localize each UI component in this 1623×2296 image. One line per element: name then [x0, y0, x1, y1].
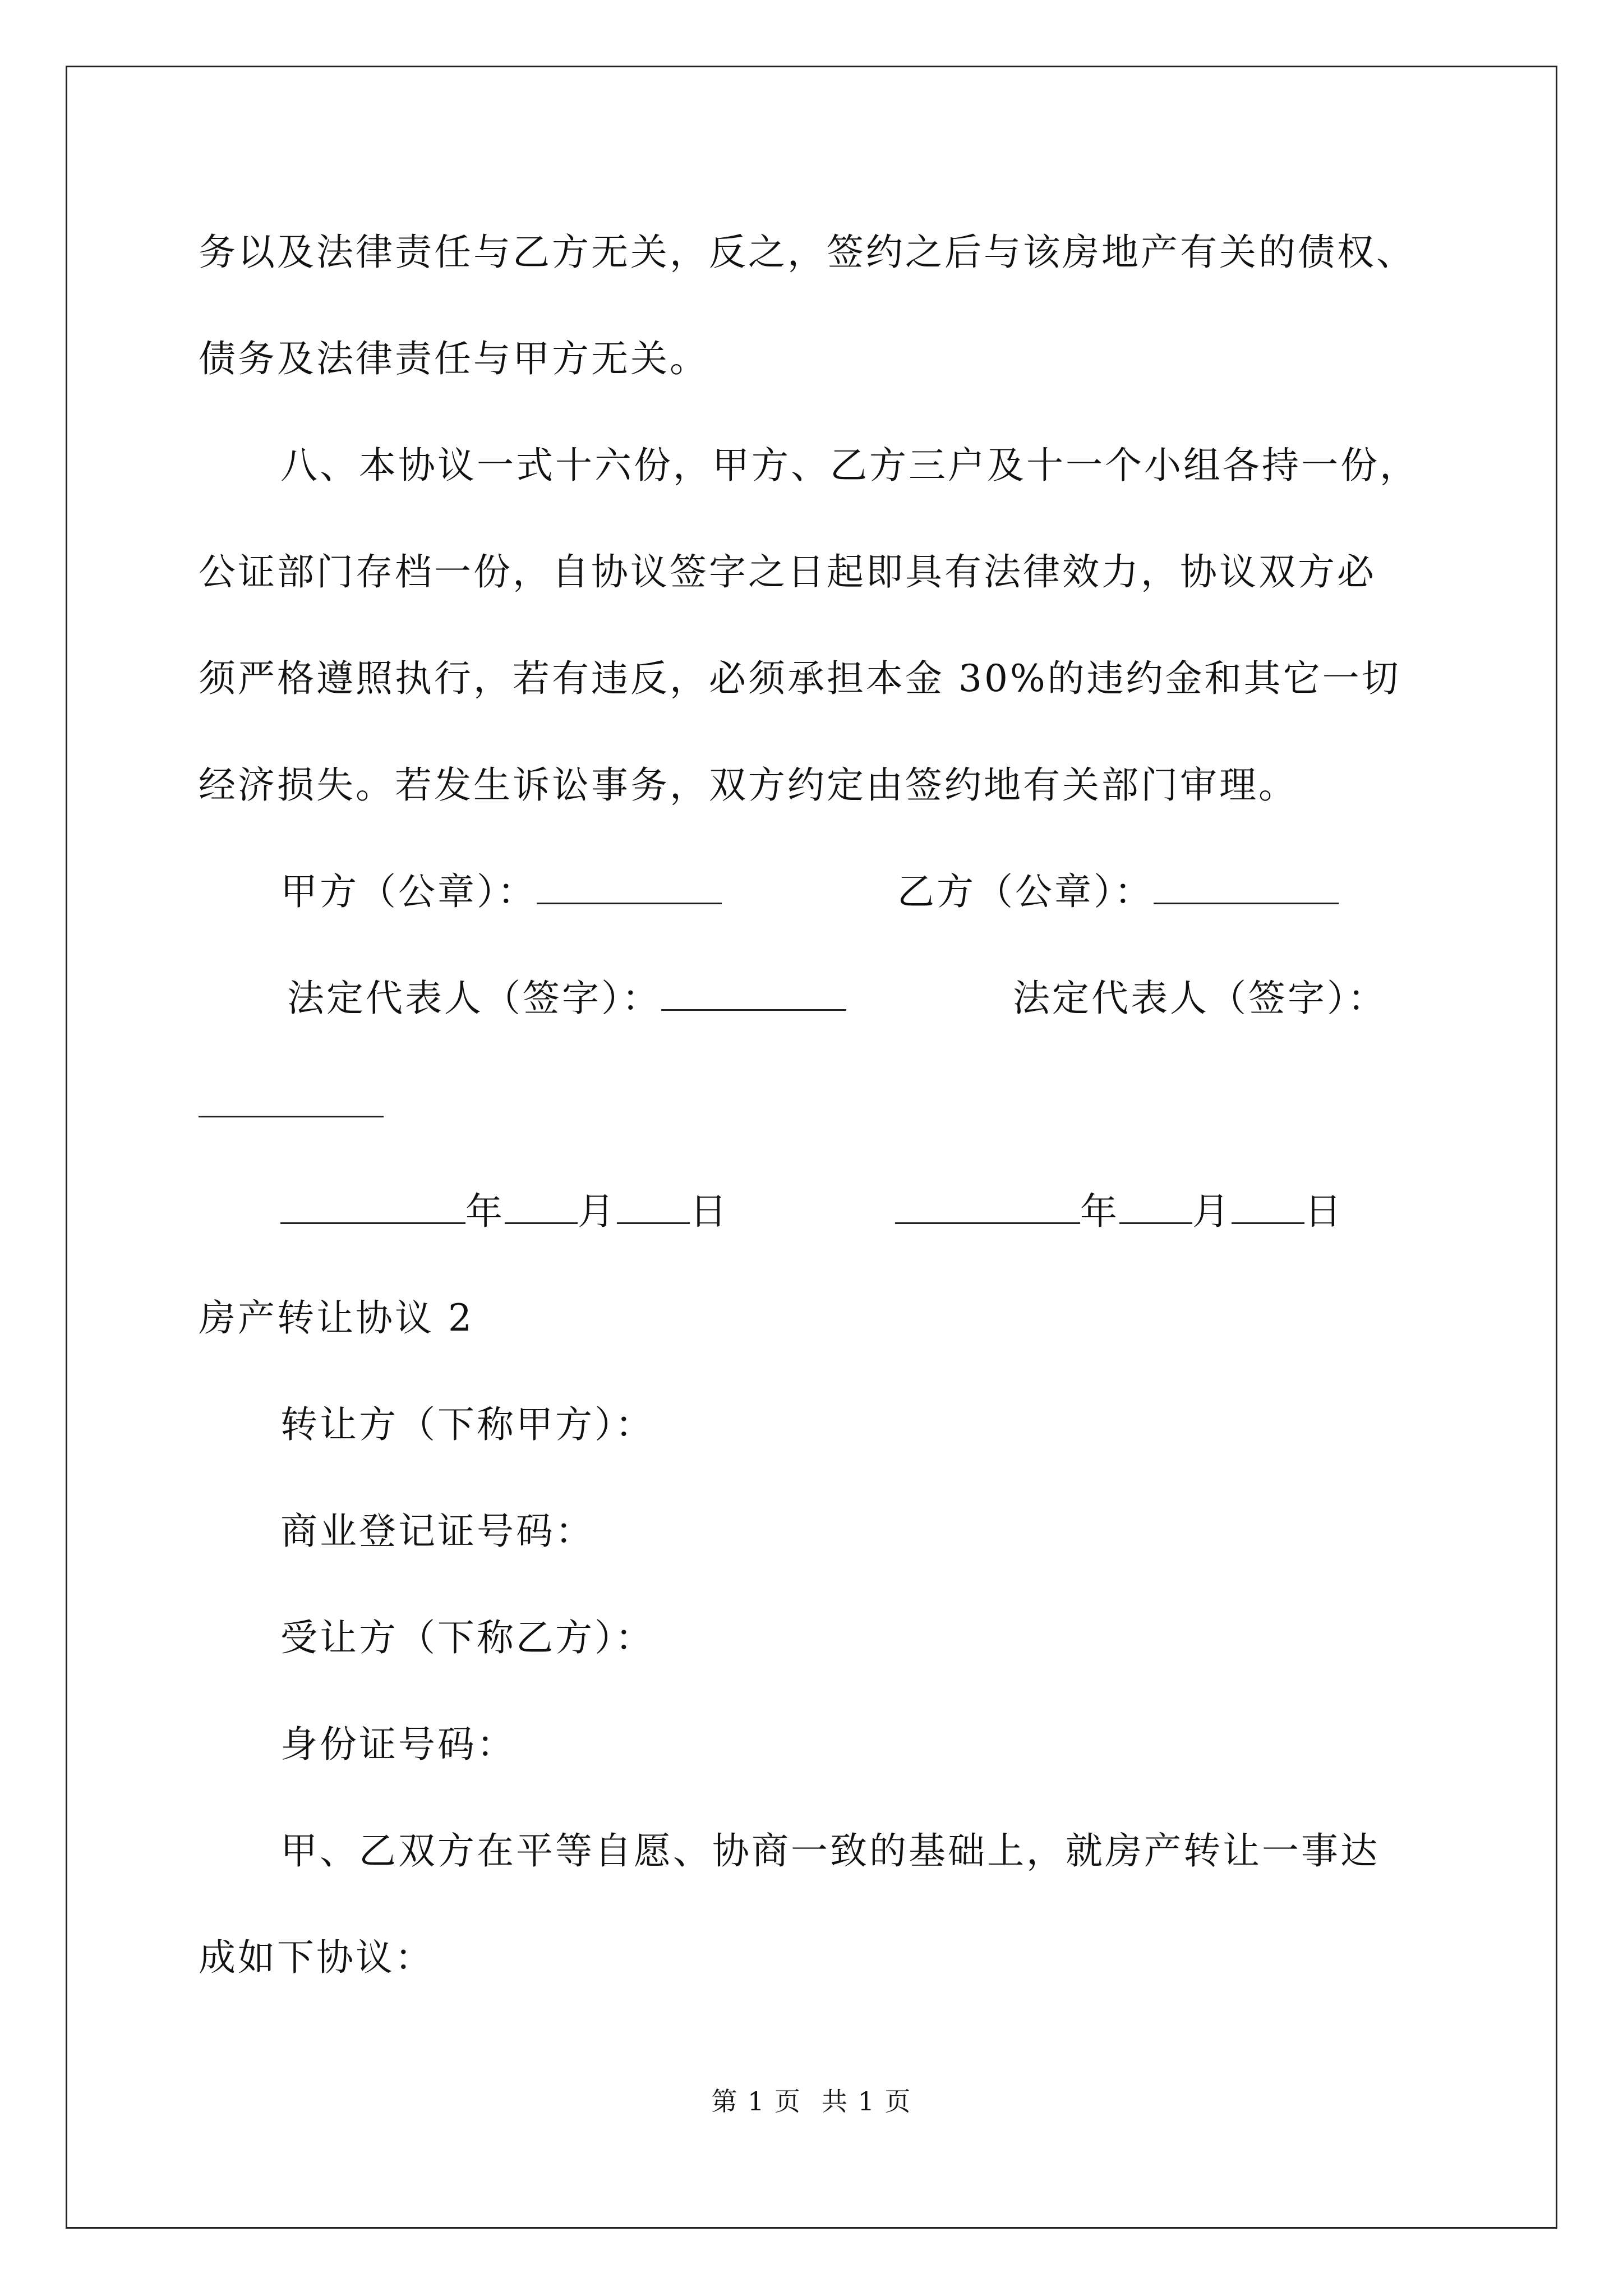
month-label: 月	[1192, 1190, 1232, 1233]
transferee-field: 受让方（下称乙方）：	[280, 1616, 654, 1659]
party-b-seal-blank[interactable]	[1154, 869, 1339, 904]
month-blank[interactable]	[1119, 1189, 1192, 1224]
paragraph-line: 经济损失。若发生诉讼事务，双方约定由签约地有关部门审理。	[199, 763, 1298, 807]
page-number: 第 1 页	[711, 2086, 801, 2116]
rep-b-blank[interactable]	[199, 1082, 384, 1117]
month-label: 月	[578, 1190, 617, 1233]
day-label: 日	[1304, 1190, 1344, 1233]
paragraph-line: 债务及法律责任与甲方无关。	[199, 337, 709, 380]
rep-a-blank[interactable]	[661, 976, 846, 1011]
party-a-seal-blank[interactable]	[537, 869, 722, 904]
party-a-seal-line	[280, 867, 722, 917]
transferor-field: 转让方（下称甲方）：	[280, 1403, 654, 1446]
paragraph-line: 务以及法律责任与乙方无关，反之，签约之后与该房地产有关的债权、	[199, 231, 1415, 274]
day-blank[interactable]	[1232, 1189, 1304, 1224]
party-a-seal-label: 甲方（公章）：	[280, 870, 537, 913]
paragraph-line: 公证部门存档一份，自协议签字之日起即具有法律效力，协议双方必	[199, 550, 1376, 593]
month-blank[interactable]	[505, 1189, 578, 1224]
date-line-b	[895, 1186, 1344, 1237]
page-border	[66, 66, 1557, 2229]
party-b-seal-label: 乙方（公章）：	[897, 870, 1154, 913]
rep-b-line	[1013, 973, 1387, 1024]
paragraph-line: 须严格遵照执行，若有违反，必须承担本金 30%的违约金和其它一切	[199, 657, 1401, 700]
party-b-seal-line	[897, 867, 1339, 917]
id-number-field: 身份证号码：	[280, 1723, 516, 1766]
paragraph-line: 甲、乙双方在平等自愿、协商一致的基础上，就房产转让一事达	[280, 1829, 1380, 1872]
business-reg-field: 商业登记证号码：	[280, 1510, 594, 1553]
day-label: 日	[690, 1190, 729, 1233]
date-line-a	[280, 1186, 729, 1237]
rep-a-line	[287, 973, 846, 1024]
year-blank[interactable]	[280, 1189, 465, 1224]
year-label: 年	[465, 1190, 505, 1233]
paragraph-line: 八、本协议一式十六份，甲方、乙方三户及十一个小组各持一份，	[280, 444, 1419, 487]
rep-b-blank-line	[199, 1080, 384, 1130]
paragraph-line: 成如下协议：	[199, 1936, 434, 1979]
section-title: 房产转让协议 2	[199, 1296, 474, 1340]
day-blank[interactable]	[617, 1189, 690, 1224]
page-total: 共 1 页	[822, 2086, 912, 2116]
year-label: 年	[1080, 1190, 1119, 1233]
page-footer	[0, 2081, 1623, 2118]
rep-b-label: 法定代表人（签字）：	[1013, 977, 1387, 1020]
rep-a-label: 法定代表人（签字）：	[287, 977, 661, 1020]
year-blank[interactable]	[895, 1189, 1080, 1224]
